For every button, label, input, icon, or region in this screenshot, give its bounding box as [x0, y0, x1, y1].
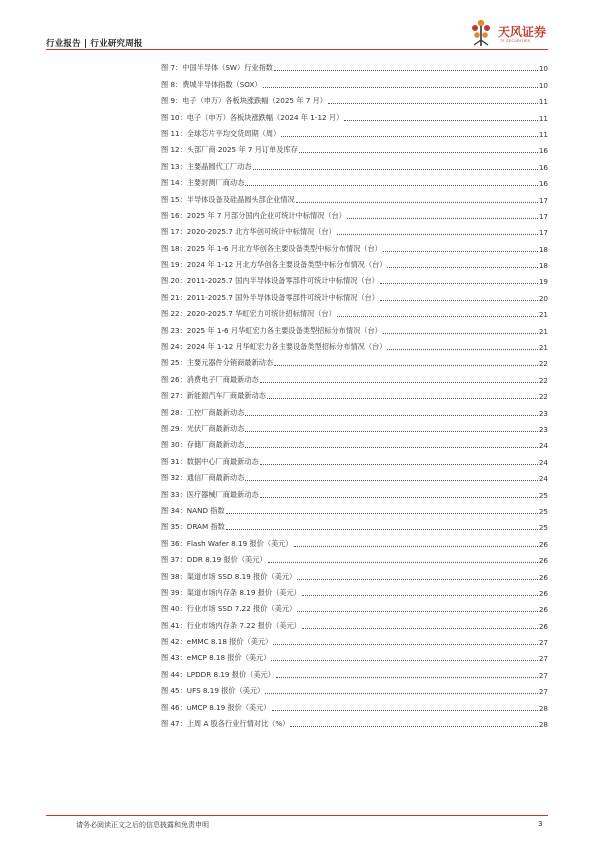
- toc-entry-title: 图 28：工控厂商最新动态: [161, 407, 245, 417]
- toc-entry-title: 图 34：NAND 指数: [161, 505, 225, 515]
- toc-leader-dots: [274, 70, 538, 71]
- toc-entry[interactable]: [161, 221, 548, 237]
- toc-entry-page: 21: [538, 343, 548, 353]
- toc-entry-page: 27: [538, 654, 548, 664]
- toc-entry-page: 18: [538, 244, 548, 254]
- toc-entry[interactable]: [161, 188, 548, 204]
- toc-entry-title: 图 21：2011-2025.7 国外半导体设备零部件可统计中标情况（台）: [161, 292, 379, 302]
- toc-entry-page: 21: [538, 326, 548, 336]
- toc-entry-title: 图 8：费城半导体指数（SOX）: [161, 79, 262, 89]
- toc-leader-dots: [383, 333, 538, 334]
- toc-entry[interactable]: [161, 155, 548, 171]
- toc-entry[interactable]: [161, 368, 548, 384]
- toc-entry-title: 图 23：2025 年 1-6 月华虹宏力各主要设备类型招标分布情况（台）: [161, 325, 382, 335]
- toc-leader-dots: [226, 529, 538, 530]
- footer-divider: [46, 815, 548, 816]
- toc-entry[interactable]: [161, 205, 548, 221]
- toc-entry[interactable]: [161, 582, 548, 598]
- toc-entry-page: 25: [538, 506, 548, 516]
- logo-flower-icon: [466, 18, 496, 48]
- toc-leader-dots: [294, 546, 538, 547]
- toc-entry-title: 图 35：DRAM 指数: [161, 522, 225, 532]
- toc-entry-page: 18: [538, 261, 548, 271]
- toc-leader-dots: [273, 644, 537, 645]
- toc-entry-page: 26: [538, 539, 548, 549]
- toc-entry[interactable]: [161, 237, 548, 253]
- toc-leader-dots: [387, 267, 537, 268]
- toc-entry[interactable]: [161, 270, 548, 286]
- toc-leader-dots: [245, 185, 538, 186]
- toc-leader-dots: [226, 513, 538, 514]
- toc-entry-page: 28: [538, 720, 548, 730]
- toc-entry[interactable]: [161, 450, 548, 466]
- toc-entry-title: 图 25：主要元器件分销商最新动态: [161, 358, 274, 368]
- company-logo: [466, 18, 556, 48]
- toc-leader-dots: [265, 693, 538, 694]
- toc-entry-title: 图 19：2024 年 1-12 月北方华创各主要设备类型中标分布情况（台）: [161, 260, 387, 270]
- toc-entry-page: 16: [538, 162, 548, 172]
- toc-entry[interactable]: [161, 680, 548, 696]
- toc-leader-dots: [274, 365, 538, 366]
- toc-entry-page: 26: [538, 572, 548, 582]
- toc-entry-title: 图 20：2011-2025.7 国内半导体设备零部件可统计中标情况（台）: [161, 276, 379, 286]
- toc-entry-page: 17: [538, 211, 548, 221]
- toc-entry-page: 21: [538, 310, 548, 320]
- toc-entry-page: 24: [538, 457, 548, 467]
- toc-entry-page: 26: [538, 621, 548, 631]
- toc-leader-dots: [263, 87, 538, 88]
- toc-entry[interactable]: [161, 401, 548, 417]
- toc-entry-page: 24: [538, 474, 548, 484]
- toc-entry[interactable]: [161, 532, 548, 548]
- toc-entry-title: 图 40：行业市场 SSD 7.22 报价（美元）: [161, 604, 297, 614]
- toc-entry-page: 11: [538, 97, 548, 107]
- toc-entry[interactable]: [161, 385, 548, 401]
- toc-leader-dots: [290, 726, 537, 727]
- toc-leader-dots: [260, 464, 538, 465]
- toc-entry-title: 图 36：Flash Wafer 8.19 报价（美元）: [161, 538, 293, 548]
- toc-entry[interactable]: [161, 352, 548, 368]
- toc-entry-title: 图 32：通信厂商最新动态: [161, 473, 245, 483]
- toc-leader-dots: [245, 415, 538, 416]
- toc-entry-title: 图 33：医疗器械厂商最新动态: [161, 489, 259, 499]
- toc-leader-dots: [260, 382, 538, 383]
- toc-leader-dots: [383, 251, 538, 252]
- toc-entry[interactable]: [161, 467, 548, 483]
- toc-entry-page: 10: [538, 80, 548, 90]
- toc-leader-dots: [272, 710, 538, 711]
- toc-leader-dots: [245, 447, 538, 448]
- toc-leader-dots: [245, 480, 538, 481]
- toc-entry-title: 图 42：eMMC 8.18 报价（美元）: [161, 637, 273, 647]
- toc-entry-title: 图 43：eMCP 8.18 报价（美元）: [161, 653, 271, 663]
- toc-leader-dots: [297, 579, 538, 580]
- toc-entry[interactable]: [161, 647, 548, 663]
- toc-entry[interactable]: [161, 713, 548, 729]
- toc-leader-dots: [387, 349, 537, 350]
- logo-name-cn: 天风证券: [498, 25, 547, 39]
- toc-entry[interactable]: [161, 73, 548, 89]
- toc-leader-dots: [328, 103, 538, 104]
- toc-entry-page: 11: [538, 129, 548, 139]
- figure-list: [161, 57, 548, 729]
- toc-entry-page: 17: [538, 195, 548, 205]
- toc-entry-title: 图 18：2025 年 1-6 月北方华创各主要设备类型中标分布情况（台）: [161, 243, 382, 253]
- toc-entry[interactable]: [161, 336, 548, 352]
- toc-entry-title: 图 15：半导体设备及硅晶圆头部企业情况: [161, 194, 295, 204]
- toc-entry[interactable]: [161, 516, 548, 532]
- toc-entry-page: 11: [538, 113, 548, 123]
- toc-entry[interactable]: [161, 172, 548, 188]
- toc-entry-page: 22: [538, 392, 548, 402]
- toc-leader-dots: [297, 611, 538, 612]
- toc-entry-page: 10: [538, 64, 548, 74]
- toc-entry[interactable]: [161, 286, 548, 302]
- toc-entry-title: 图 38：渠道市场 SSD 8.19 报价（美元）: [161, 571, 297, 581]
- toc-entry[interactable]: [161, 139, 548, 155]
- toc-entry-title: 图 26：消费电子厂商最新动态: [161, 374, 259, 384]
- toc-entry[interactable]: [161, 500, 548, 516]
- toc-entry-page: 16: [538, 146, 548, 156]
- toc-entry-title: 图 13：主要晶圆代工厂动态: [161, 161, 252, 171]
- toc-leader-dots: [337, 316, 538, 317]
- toc-entry-title: 图 22：2020-2025.7 华虹宏力可统计招标情况（台）: [161, 309, 336, 319]
- toc-leader-dots: [344, 120, 538, 121]
- toc-leader-dots: [268, 562, 538, 563]
- toc-leader-dots: [271, 660, 537, 661]
- toc-entry-page: 20: [538, 293, 548, 303]
- page-number: 3: [538, 820, 543, 828]
- toc-entry[interactable]: [161, 418, 548, 434]
- toc-entry-title: 图 37：DDR 8.19 报价（美元）: [161, 555, 267, 565]
- disclaimer-text: 请务必阅读正文之后的信息披露和免责申明: [76, 821, 209, 829]
- toc-entry-page: 16: [538, 179, 548, 189]
- toc-leader-dots: [302, 628, 538, 629]
- toc-entry[interactable]: [161, 303, 548, 319]
- toc-entry-page: 17: [538, 228, 548, 238]
- toc-leader-dots: [276, 677, 538, 678]
- logo-name-en: TF SECURITIES: [500, 39, 531, 43]
- toc-entry-title: 图 29：光伏厂商最新动态: [161, 423, 245, 433]
- toc-entry-page: 28: [538, 703, 548, 713]
- toc-entry[interactable]: [161, 483, 548, 499]
- toc-entry[interactable]: [161, 57, 548, 73]
- toc-leader-dots: [281, 136, 538, 137]
- toc-entry-title: 图 30：存储厂商最新动态: [161, 440, 245, 450]
- toc-entry-title: 图 12：头部厂商 2025 年 7 月订单及库存: [161, 145, 298, 155]
- toc-leader-dots: [337, 234, 538, 235]
- toc-entry-page: 26: [538, 588, 548, 598]
- toc-entry[interactable]: [161, 696, 548, 712]
- toc-leader-dots: [260, 497, 538, 498]
- toc-entry[interactable]: [161, 123, 548, 139]
- toc-leader-dots: [245, 431, 538, 432]
- toc-entry[interactable]: [161, 631, 548, 647]
- toc-entry[interactable]: [161, 254, 548, 270]
- toc-entry-title: 图 24：2024 年 1-12 月华虹宏力各主要设备类型招标分布情况（台）: [161, 342, 387, 352]
- toc-entry-title: 图 14：主要封测厂商动态: [161, 178, 245, 188]
- toc-entry-title: 图 45：UFS 8.19 报价（美元）: [161, 686, 265, 696]
- toc-entry-title: 图 31：数据中心厂商最新动态: [161, 456, 259, 466]
- toc-entry[interactable]: [161, 549, 548, 565]
- toc-entry-page: 22: [538, 375, 548, 385]
- toc-entry-title: 图 10：电子（申万）各板块涨跌幅（2024 年 1-12 月）: [161, 112, 344, 122]
- toc-leader-dots: [253, 169, 538, 170]
- toc-entry-page: 26: [538, 605, 548, 615]
- toc-entry-page: 26: [538, 556, 548, 566]
- toc-entry-title: 图 39：渠道市场内存条 8.19 报价（美元）: [161, 587, 301, 597]
- toc-entry-title: 图 46：uMCP 8.19 报价（美元）: [161, 702, 271, 712]
- toc-entry-page: 27: [538, 638, 548, 648]
- toc-entry-title: 图 11：全球芯片平均交货周期（周）: [161, 128, 281, 138]
- toc-entry-page: 24: [538, 441, 548, 451]
- toc-entry[interactable]: [161, 614, 548, 630]
- toc-leader-dots: [380, 300, 538, 301]
- toc-leader-dots: [380, 283, 538, 284]
- toc-entry-page: 19: [538, 277, 548, 287]
- toc-entry[interactable]: [161, 90, 548, 106]
- toc-leader-dots: [296, 202, 538, 203]
- toc-entry-page: 27: [538, 670, 548, 680]
- toc-entry-title: 图 47：上周 A 股各行业行情对比（%）: [161, 719, 290, 729]
- toc-leader-dots: [267, 398, 538, 399]
- toc-entry-page: 25: [538, 523, 548, 533]
- toc-entry[interactable]: [161, 663, 548, 679]
- toc-entry[interactable]: [161, 319, 548, 335]
- toc-entry-title: 图 27：新能源汽车厂商最新动态: [161, 391, 266, 401]
- toc-entry-page: 22: [538, 359, 548, 369]
- toc-entry-title: 图 9：电子（申万）各板块涨跌幅（2025 年 7 月）: [161, 96, 327, 106]
- toc-entry-page: 27: [538, 687, 548, 697]
- header-divider: [46, 49, 548, 50]
- toc-entry-title: 图 7：中国半导体（SW）行业指数: [161, 63, 273, 73]
- toc-entry[interactable]: [161, 598, 548, 614]
- report-category: 行业报告 | 行业研究周报: [46, 39, 143, 49]
- toc-entry-title: 图 16：2025 年 7 月部分国内企业可统计中标情况（台）: [161, 210, 346, 220]
- toc-entry-page: 25: [538, 490, 548, 500]
- toc-entry[interactable]: [161, 565, 548, 581]
- toc-entry[interactable]: [161, 106, 548, 122]
- toc-entry-title: 图 44：LPDDR 8.19 报价（美元）: [161, 669, 275, 679]
- toc-entry-title: 图 41：行业市场内存条 7.22 报价（美元）: [161, 620, 301, 630]
- toc-entry-page: 23: [538, 424, 548, 434]
- toc-entry[interactable]: [161, 434, 548, 450]
- toc-leader-dots: [302, 595, 538, 596]
- toc-entry-title: 图 17：2020-2025.7 北方华创可统计中标情况（台）: [161, 227, 336, 237]
- toc-leader-dots: [299, 152, 538, 153]
- toc-leader-dots: [347, 218, 538, 219]
- toc-entry-page: 23: [538, 408, 548, 418]
